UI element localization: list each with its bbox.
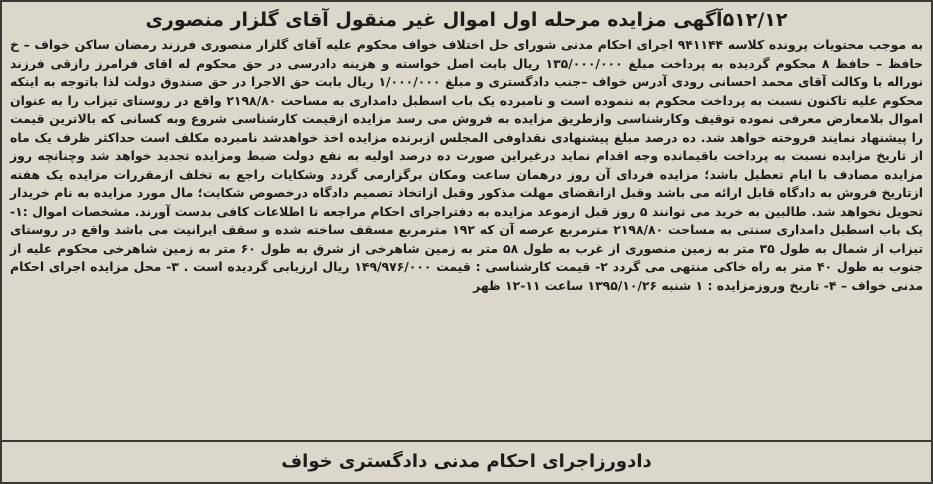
notice-title: ۵۱۲/۱۲آگهی مزایده مرحله اول اموال غیر منقول آقای گلزار منصوری [145,9,788,31]
notice-body-text: به موجب محتویات پرونده کلاسه ۹۴۱۱۴۴ اجرای احکام مدنی شورای حل اختلاف خواف محکوم علیه آقای گلزار منصوری فرزند رمضان ساکن خواف – خ حافظ – حافظ ۸ محکوم گردیده به پرداخت مبلغ ۱۳۵/۰۰۰/۰۰۰ ریال بابت اصل خواسته و هزینه دادرسی در حق محکوم له اقای فرامرز رازقی فرزند نوراله با وکالت آقای محمد احسانی رودی آدرس خواف –جنب دادگستری و مبلغ ۱/۰۰۰/۰۰۰ ریال بابت حق الاجرا در حق صندوق دولت لذا باتوجه به اینکه محکوم علیه تاکنون نسبت به پرداخت محکوم به ننموده است و نامبرده یک باب اسطبل دامداری به مساحت ۲۱۹۸/۸۰ واقع در روستای تیزاب را به عنوان اموال بلامعارض معرفی نموده توقیف وکارشناسی وازطریق مزایده به فروش می رسد مزایده ازقیمت کارشناسی شروع وبه کسانی که بالاترین قیمت را پیشنهاد نمایند فروخته خواهد شد. ده درصد مبلغ پیشنهادی نقداوفی المجلس ازبرنده مزایده اخذ خواهدشد نامبرده مکلف است حداکثر ظرف یک ماه از تاریخ مزایده نسبت به پرداخت باقیمانده وجه اقدام نماید درغیراین صورت ده درصد اولیه به نفع دولت ضبط ومزایده تجدید خواهد شد وچنانچه روز مزایده مصادف با ایام تعطیل باشد؛ مزایده فردای آن روز درهمان ساعت ومکان برگزارمی گردد وشکایات راجع به تخلف ازمقررات مزایده یک هفته ازتاریخ فروش به دادگاه قابل ارائه می باشد وقبل ازانقضای مهلت مذکور وقبل ازاتخاذ تصمیم دادگاه درخصوص شکایت؛ مال مورد مزایده به نام خریدار تحویل نخواهد شد. طالبین به خرید می توانند ۵ روز قبل ازموعد مزایده به دفتراجرای احکام مراجعه تا اطلاعات کافی بدست آورند. مشخصات اموال :۱- یک باب اسطبل دامداری سنتی به مساحت ۲۱۹۸/۸۰ مترمربع عرصه آن که ۱۹۲ مترمربع مسقف ساخته شده و سقف ایرانیت می باشد واقع در روستای تیزاب از شمال به طول ۳۵ متر به زمین منصوری از غرب به طول ۵۸ متر به زمین شاهرخی از شرق به طول ۶۰ متر به زمین شاهرخی محکوم علیه از جنوب به طول ۴۰ متر به راه خاکی منتهی می گردد ۲- قیمت کارشناسی : قیمت ۱۴۹/۹۷۶/۰۰۰ ریال ارزیابی گردیده است . ۳- محل مزایده اجرای احکام مدنی خواف – ۴- تاریخ وروزمزایده : ۱ شنبه ۱۳۹۵/۱۰/۲۶ ساعت ۱۱-۱۲ ظهر [10,37,923,293]
notice-signature: دادورزاجرای احکام مدنی دادگستری خواف [2,440,931,476]
notice-body [10,36,923,295]
